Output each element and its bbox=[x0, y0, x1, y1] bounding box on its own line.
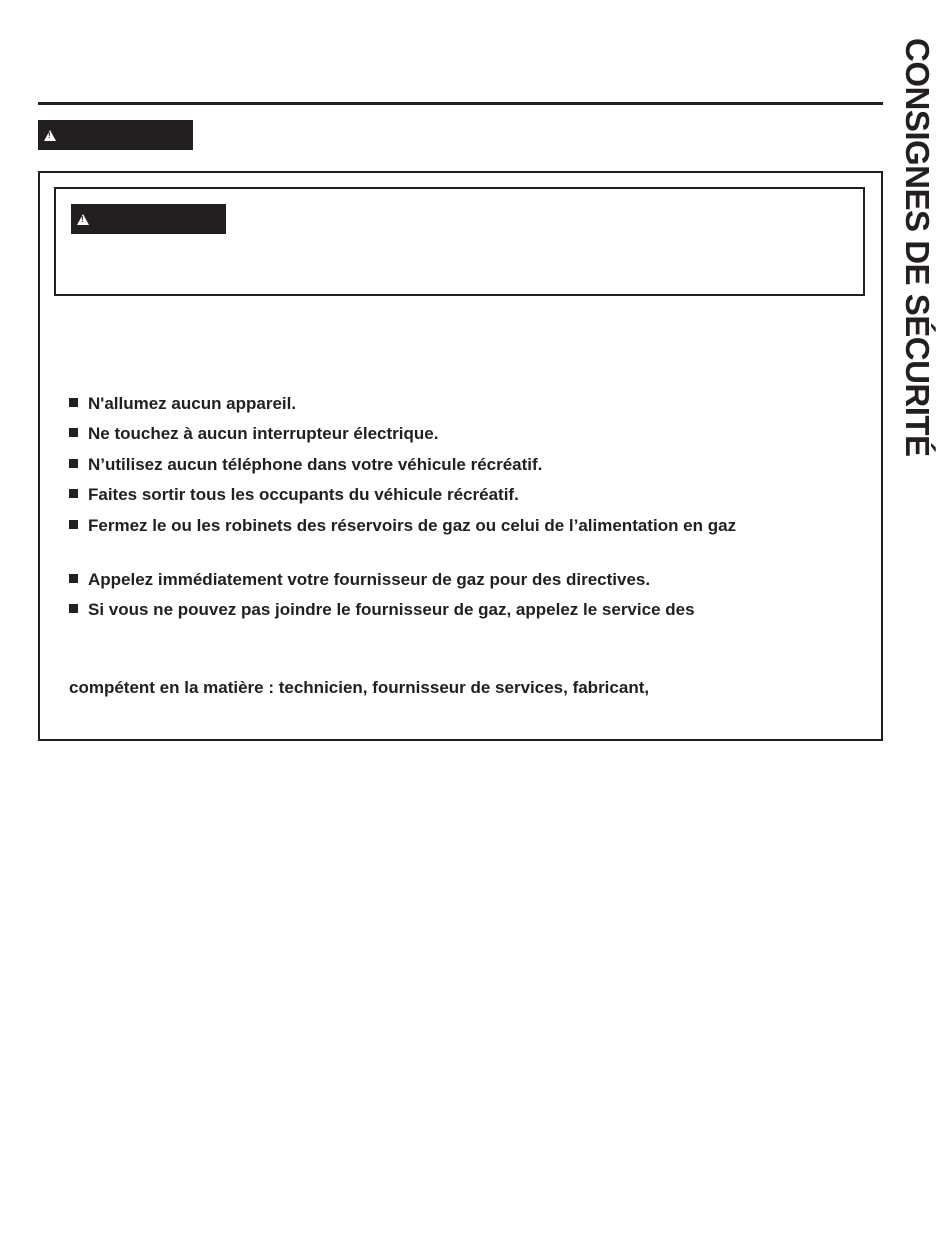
list-item: Ne touchez à aucun interrupteur électrique. bbox=[69, 424, 438, 444]
bullet-square-icon bbox=[69, 428, 78, 437]
top-rule bbox=[38, 102, 883, 105]
warning-triangle-icon bbox=[44, 130, 56, 141]
bullet-square-icon bbox=[69, 520, 78, 529]
bullet-square-icon bbox=[69, 459, 78, 468]
warning-badge-outer bbox=[38, 120, 193, 150]
warning-badge-inner bbox=[71, 204, 226, 234]
bullet-square-icon bbox=[69, 604, 78, 613]
list-item: N'allumez aucun appareil. bbox=[69, 394, 296, 414]
list-item: Si vous ne pouvez pas joindre le fournisseur de gaz, appelez le service des bbox=[69, 600, 695, 620]
side-section-title: CONSIGNES DE SÉCURITÉ bbox=[899, 38, 936, 457]
list-item: Appelez immédiatement votre fournisseur de gaz pour des directives. bbox=[69, 570, 650, 590]
list-item: Fermez le ou les robinets des réservoirs de gaz ou celui de l’alimentation en gaz bbox=[69, 516, 736, 536]
warning-triangle-icon bbox=[77, 214, 89, 225]
list-item: Faites sortir tous les occupants du véhicule récréatif. bbox=[69, 485, 519, 505]
closing-line: compétent en la matière : technicien, fournisseur de services, fabricant, bbox=[69, 678, 650, 697]
list-item: N’utilisez aucun téléphone dans votre véhicule récréatif. bbox=[69, 455, 542, 475]
bullet-square-icon bbox=[69, 398, 78, 407]
bullet-square-icon bbox=[69, 574, 78, 583]
bullet-square-icon bbox=[69, 489, 78, 498]
